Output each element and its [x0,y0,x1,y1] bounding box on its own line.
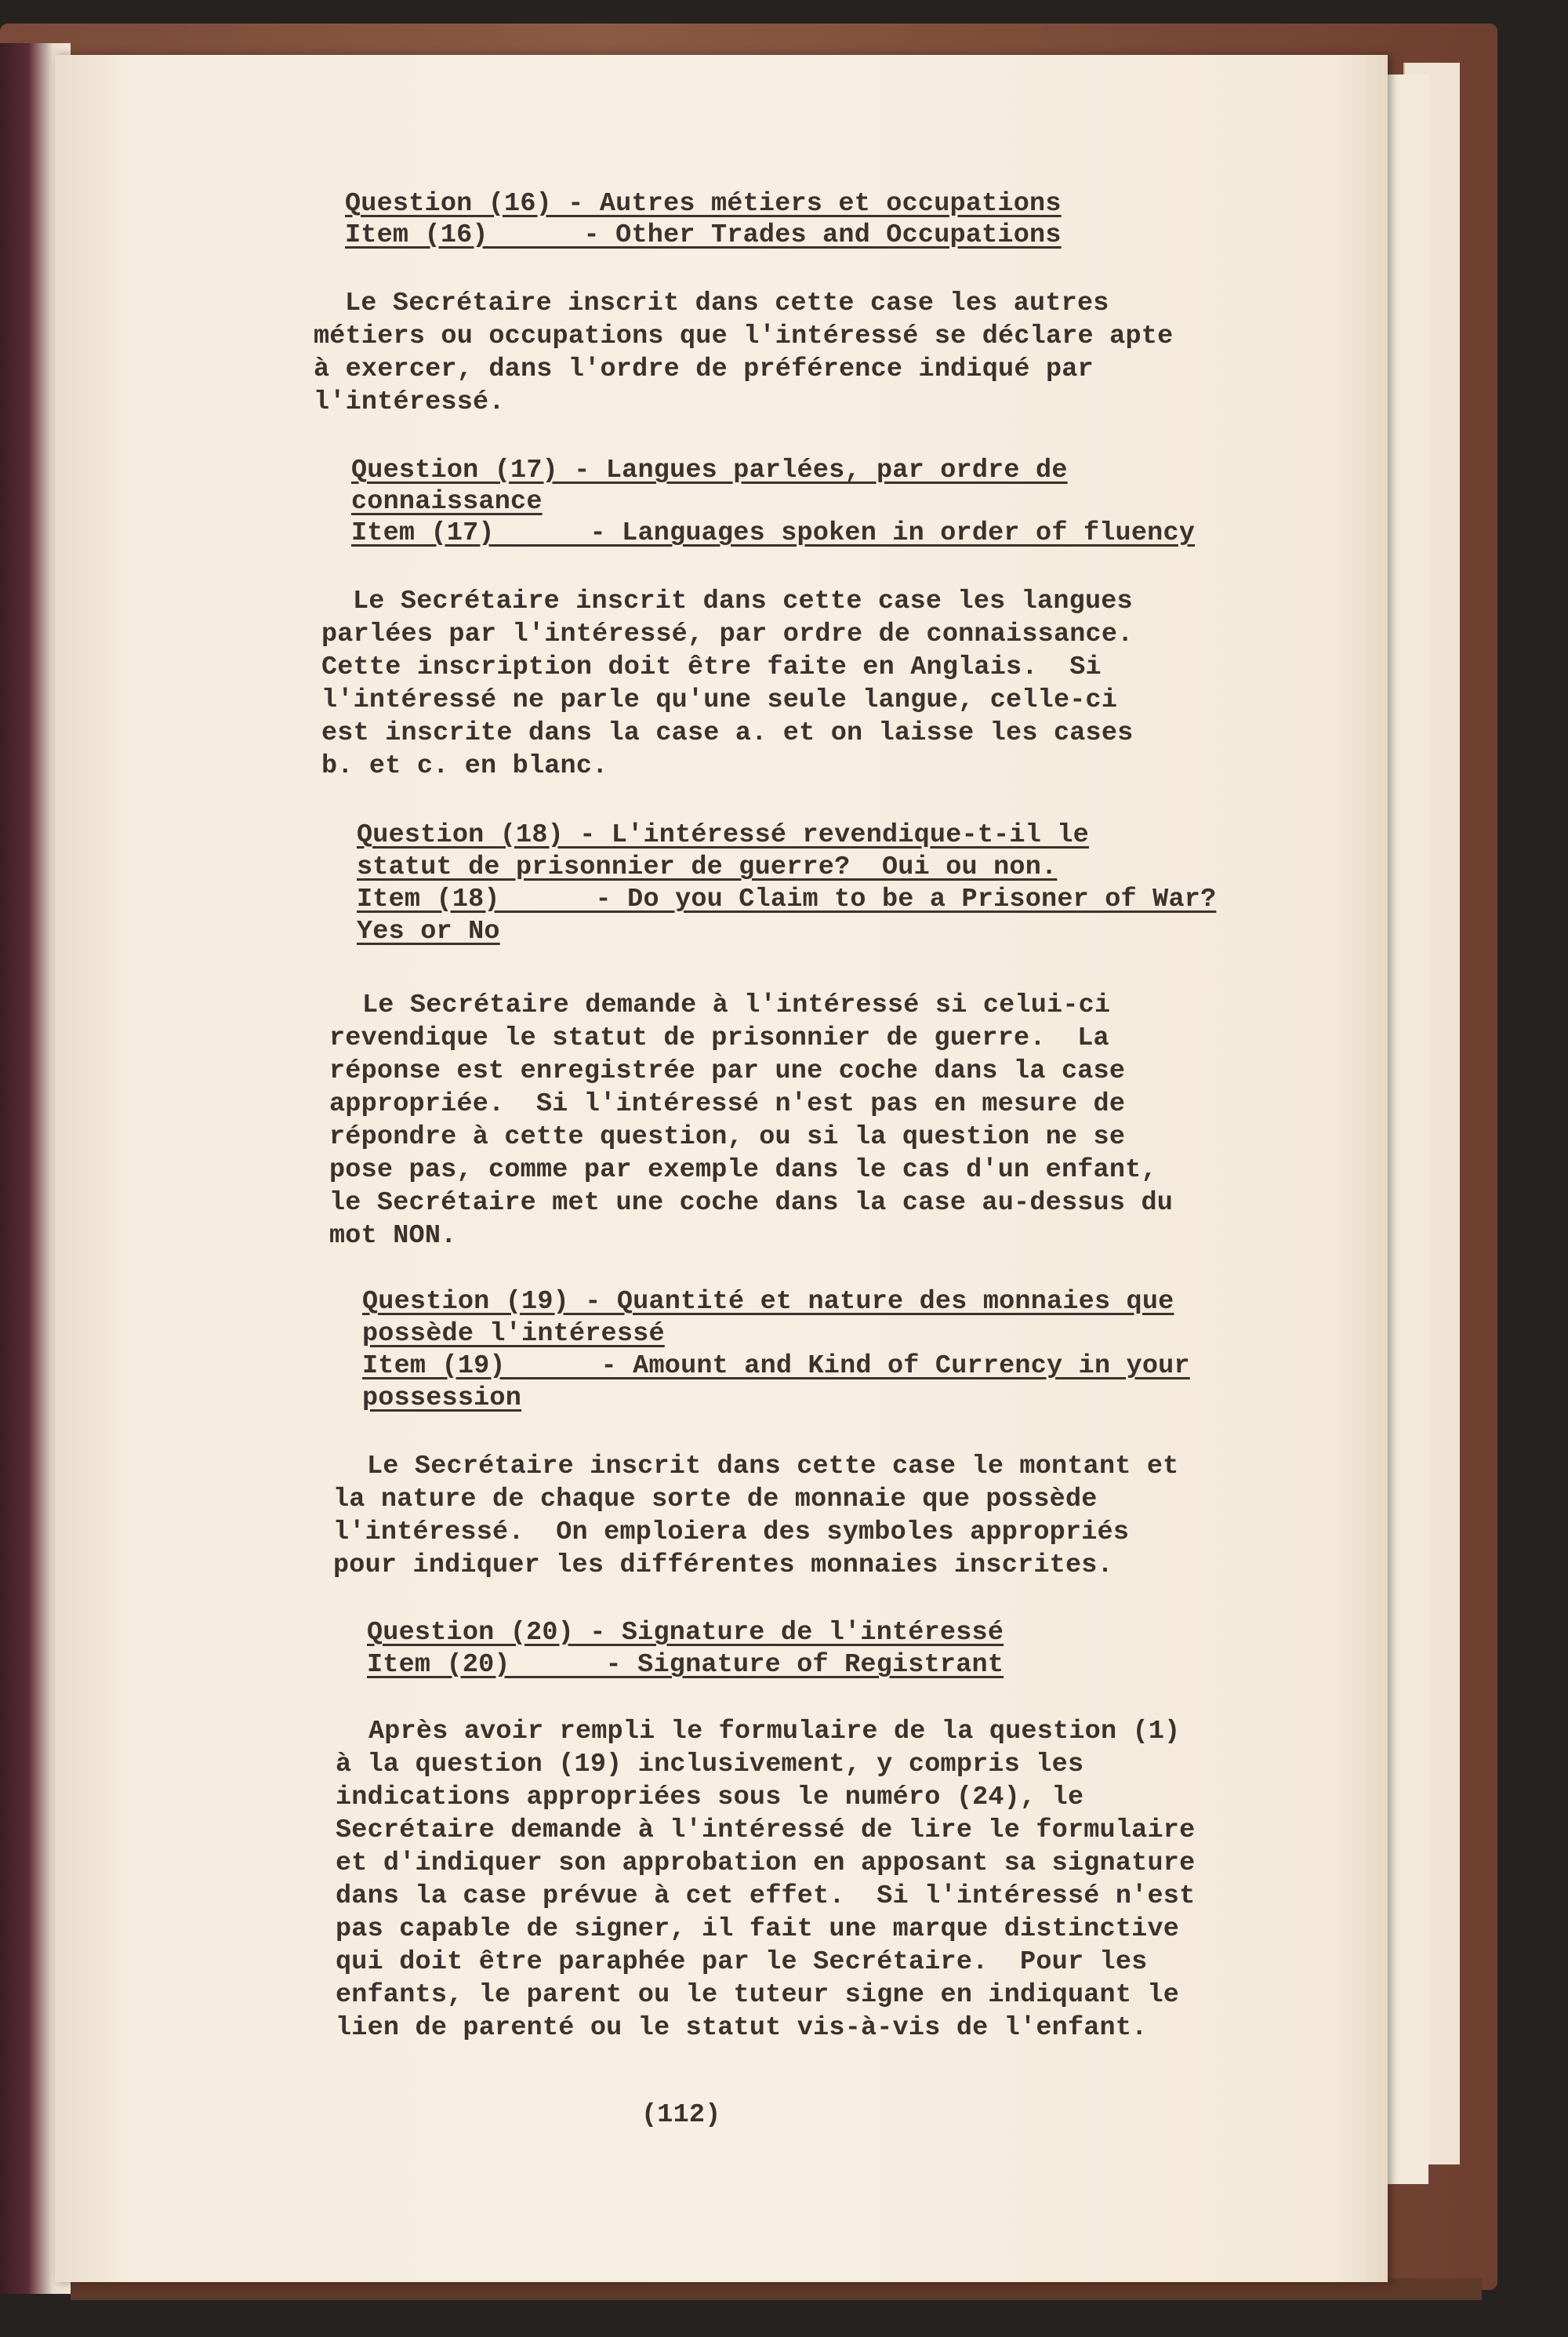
section-18-body-line-1: Le Secrétaire demande à l'intéressé si celui-ci [362,990,1111,1020]
section-16-body-line-1: Le Secrétaire inscrit dans cette case les autres [345,289,1109,318]
section-20-body-line-6: dans la case prévue à cet effet. Si l'intéressé n'est [336,1881,1196,1911]
section-19-heading-line-1: Question (19) - Quantité et nature des monnaies que [362,1287,1174,1317]
section-19-body-line-4: pour indiquer les différentes monnaies inscrites. [333,1550,1113,1580]
section-20-heading-line-2: Item (20) - Signature of Registrant [367,1650,1004,1680]
section-19-heading-line-4: possession [362,1383,522,1413]
section-17-body-line-1: Le Secrétaire inscrit dans cette case les langues [353,587,1133,616]
section-18-heading-line-2: statut de prisonnier de guerre? Oui ou non. [357,852,1058,882]
section-18-body-line-7: le Secrétaire met une coche dans la case au-dessus du [329,1188,1174,1218]
section-19-body-line-2: la nature de chaque sorte de monnaie que possède [333,1485,1098,1514]
section-20-body-line-7: pas capable de signer, il fait une marque distinctive [336,1914,1180,1944]
section-17-body-line-3: Cette inscription doit être faite en Anglais. Si [321,652,1102,682]
section-17-heading-line-3: Item (17) - Languages spoken in order of fluency [351,518,1196,548]
page-number: (112) [641,2100,721,2130]
section-18-body-line-6: pose pas, comme par exemple dans le cas d'un enfant, [329,1155,1157,1185]
section-16-heading-line-2: Item (16) - Other Trades and Occupations [345,220,1062,250]
section-17-body-line-5: est inscrite dans la case a. et on laisse les cases [321,718,1134,748]
section-20-body-line-1: Après avoir rempli le formulaire de la question (1) [368,1717,1181,1746]
section-17-heading-line-2: connaissance [351,487,543,517]
section-18-body-line-3: réponse est enregistrée par une coche dans la case [329,1056,1126,1086]
section-16-body-line-3: à exercer, dans l'ordre de préférence indiqué par [314,354,1094,384]
document-page [55,55,1388,2282]
section-19-heading-line-3: Item (19) - Amount and Kind of Currency in your [362,1351,1190,1381]
section-20-body-line-4: Secrétaire demande à l'intéressé de lire le formulaire [336,1815,1196,1845]
section-17-body-line-4: l'intéressé ne parle qu'une seule langue, celle-ci [321,685,1118,715]
section-20-body-line-8: qui doit être paraphée par le Secrétaire. Pour les [336,1947,1148,1977]
section-18-body-line-5: répondre à cette question, ou si la question ne se [329,1122,1126,1152]
section-19-heading-line-2: possède l'intéressé [362,1319,665,1349]
section-20-body-line-9: enfants, le parent ou le tuteur signe en indiquant le [336,1980,1180,2010]
section-18-body-line-4: appropriée. Si l'intéressé n'est pas en mesure de [329,1089,1126,1119]
section-20-heading-line-1: Question (20) - Signature de l'intéressé [367,1618,1004,1648]
section-17-body-line-2: parlées par l'intéressé, par ordre de connaissance. [321,620,1134,649]
section-17-heading-line-1: Question (17) - Langues parlées, par ordre de [351,456,1068,485]
section-18-heading-line-4: Yes or No [357,917,500,947]
section-20-body-line-5: et d'indiquer son approbation en apposant sa signature [336,1848,1196,1878]
section-18-body-line-2: revendique le statut de prisonnier de guerre. La [329,1023,1109,1053]
section-16-body-line-4: l'intéressé. [314,387,505,417]
section-20-body-line-10: lien de parenté ou le statut vis-à-vis de l'enfant. [336,2013,1148,2043]
section-20-body-line-3: indications appropriées sous le numéro (24), le [336,1783,1084,1812]
section-18-body-line-8: mot NON. [329,1221,457,1251]
section-16-heading-line-1: Question (16) - Autres métiers et occupations [345,189,1062,219]
section-20-body-line-2: à la question (19) inclusivement, y compris les [336,1750,1084,1779]
section-19-body-line-1: Le Secrétaire inscrit dans cette case le montant et [367,1452,1179,1481]
section-18-heading-line-1: Question (18) - L'intéressé revendique-t-il le [357,820,1089,850]
section-18-heading-line-3: Item (18) - Do you Claim to be a Prisoner of War? [357,885,1217,914]
section-19-body-line-3: l'intéressé. On emploiera des symboles appropriés [333,1517,1130,1547]
section-16-body-line-2: métiers ou occupations que l'intéressé se déclare apte [314,322,1174,351]
section-17-body-line-6: b. et c. en blanc. [321,751,608,781]
